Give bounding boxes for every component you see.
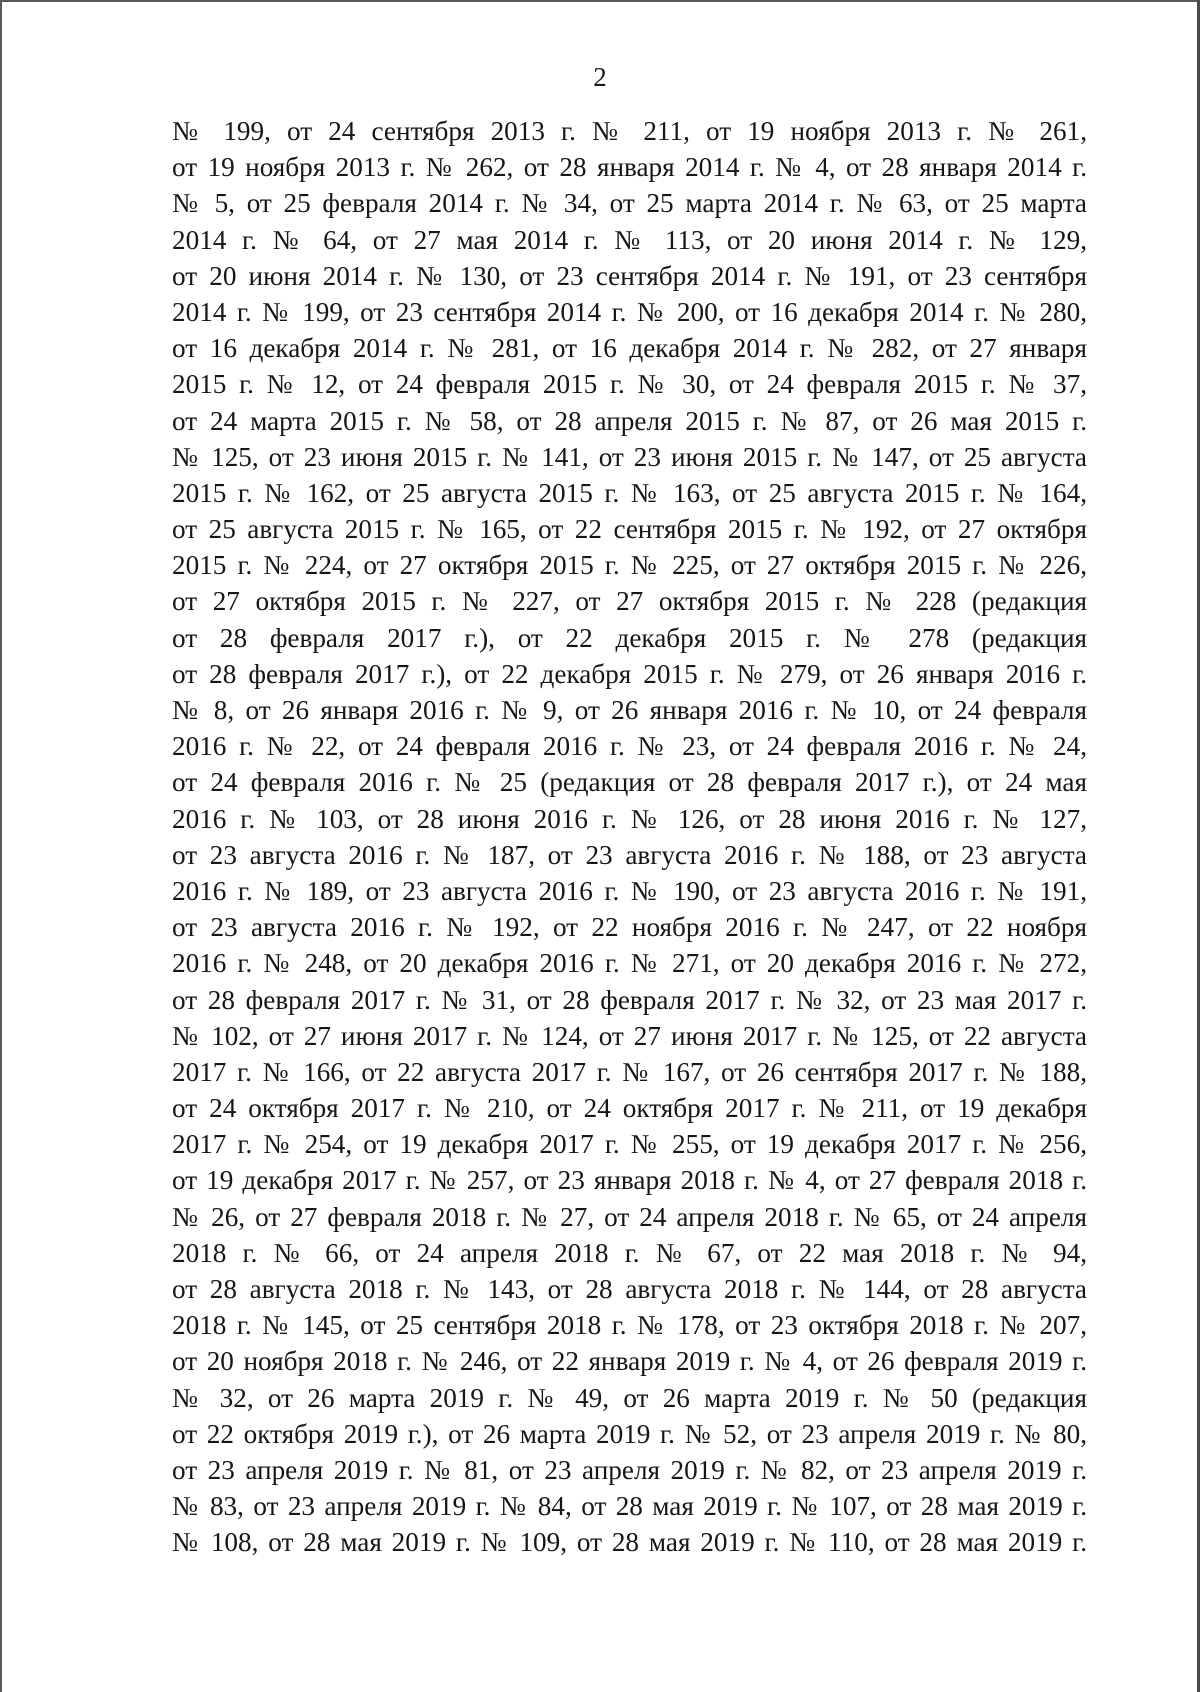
text-line: от 28 августа 2018 г. № 143, от 28 августа 2018 г. № 144, от 28 августа — [172, 1274, 1087, 1304]
text-line: от 23 апреля 2019 г. № 81, от 23 апреля 2019 г. № 82, от 23 апреля 2019 г. — [172, 1454, 1087, 1485]
text-line: 2016 г. № 22, от 24 февраля 2016 г. № 23, от 24 февраля 2016 г. № 24, — [172, 731, 1087, 762]
text-line: от 25 августа 2015 г. № 165, от 22 сентября 2015 г. № 192, от 27 октября — [172, 514, 1087, 545]
text-line: от 28 февраля 2017 г.), от 22 декабря 2015 г. № 278 (редакция — [172, 622, 1087, 653]
text-line: № 83, от 23 апреля 2019 г. № 84, от 28 мая 2019 г. № 107, от 28 мая 2019 г. — [172, 1491, 1087, 1522]
text-line: 2014 г. № 199, от 23 сентября 2014 г. № 200, от 16 декабря 2014 г. № 280, — [172, 296, 1087, 327]
text-line: 2016 г. № 103, от 28 июня 2016 г. № 126, от 28 июня 2016 г. № 127, — [172, 803, 1087, 834]
body-text — [172, 113, 1087, 1561]
text-line: от 19 декабря 2017 г. № 257, от 23 января 2018 г. № 4, от 27 февраля 2018 г. — [172, 1165, 1087, 1196]
text-line: 2014 г. № 64, от 27 мая 2014 г. № 113, от 20 июня 2014 г. № 129, — [172, 224, 1087, 255]
text-line: от 27 октября 2015 г. № 227, от 27 октября 2015 г. № 228 (редакция — [172, 586, 1087, 617]
text-line: от 24 февраля 2016 г. № 25 (редакция от 28 февраля 2017 г.), от 24 мая — [172, 767, 1087, 798]
text-line: 2016 г. № 189, от 23 августа 2016 г. № 190, от 23 августа 2016 г. № 191, — [172, 875, 1087, 906]
text-line: № 199, от 24 сентября 2013 г. № 211, от 19 ноября 2013 г. № 261, — [172, 116, 1087, 146]
scan-edge-left — [0, 0, 2, 1692]
text-line: 2018 г. № 145, от 25 сентября 2018 г. № 178, от 23 октября 2018 г. № 207, — [172, 1310, 1087, 1341]
text-line: 2018 г. № 66, от 24 апреля 2018 г. № 67, от 22 мая 2018 г. № 94, — [172, 1237, 1087, 1268]
text-line: 2016 г. № 248, от 20 декабря 2016 г. № 271, от 20 декабря 2016 г. № 272, — [172, 948, 1087, 979]
text-line: 2015 г. № 162, от 25 августа 2015 г. № 163, от 25 августа 2015 г. № 164, — [172, 477, 1087, 508]
text-line: № 5, от 25 февраля 2014 г. № 34, от 25 марта 2014 г. № 63, от 25 марта — [172, 188, 1087, 219]
page-number: 2 — [593, 62, 607, 92]
text-line: от 28 февраля 2017 г.), от 22 декабря 2015 г. № 279, от 26 января 2016 г. — [172, 658, 1087, 689]
text-line: от 23 августа 2016 г. № 192, от 22 ноября 2016 г. № 247, от 22 ноября — [172, 912, 1087, 943]
text-line: от 22 октября 2019 г.), от 26 марта 2019 г. № 52, от 23 апреля 2019 г. № 80, — [172, 1418, 1087, 1449]
text-line: № 32, от 26 марта 2019 г. № 49, от 26 марта 2019 г. № 50 (редакция — [172, 1382, 1087, 1413]
text-line: от 19 ноября 2013 г. № 262, от 28 января 2014 г. № 4, от 28 января 2014 г. — [172, 152, 1087, 183]
text-line: № 108, от 28 мая 2019 г. № 109, от 28 мая 2019 г. № 110, от 28 мая 2019 г. — [172, 1527, 1087, 1558]
text-line: от 24 марта 2015 г. № 58, от 28 апреля 2015 г. № 87, от 26 мая 2015 г. — [172, 405, 1087, 436]
text-line: 2015 г. № 224, от 27 октября 2015 г. № 225, от 27 октября 2015 г. № 226, — [172, 550, 1087, 581]
text-line: № 125, от 23 июня 2015 г. № 141, от 23 июня 2015 г. № 147, от 25 августа — [172, 441, 1087, 472]
text-line: от 24 октября 2017 г. № 210, от 24 октября 2017 г. № 211, от 19 декабря — [172, 1093, 1087, 1124]
text-line: от 23 августа 2016 г. № 187, от 23 августа 2016 г. № 188, от 23 августа — [172, 839, 1087, 870]
text-line: от 16 декабря 2014 г. № 281, от 16 декабря 2014 г. № 282, от 27 января — [172, 333, 1087, 364]
text-line: № 8, от 26 января 2016 г. № 9, от 26 января 2016 г. № 10, от 24 февраля — [172, 695, 1087, 725]
text-line: от 20 ноября 2018 г. № 246, от 22 января 2019 г. № 4, от 26 февраля 2019 г. — [172, 1346, 1087, 1377]
text-line: № 26, от 27 февраля 2018 г. № 27, от 24 апреля 2018 г. № 65, от 24 апреля — [172, 1201, 1087, 1232]
text-line: 2017 г. № 166, от 22 августа 2017 г. № 167, от 26 сентября 2017 г. № 188, — [172, 1056, 1087, 1087]
text-line: 2015 г. № 12, от 24 февраля 2015 г. № 30, от 24 февраля 2015 г. № 37, — [172, 369, 1087, 400]
text-line: 2017 г. № 254, от 19 декабря 2017 г. № 255, от 19 декабря 2017 г. № 256, — [172, 1129, 1087, 1160]
text-line: от 20 июня 2014 г. № 130, от 23 сентября 2014 г. № 191, от 23 сентября — [172, 260, 1087, 291]
scan-edge-top — [0, 0, 1200, 2]
text-line: № 102, от 27 июня 2017 г. № 124, от 27 июня 2017 г. № 125, от 22 августа — [172, 1020, 1087, 1051]
text-line: от 28 февраля 2017 г. № 31, от 28 февраля 2017 г. № 32, от 23 мая 2017 г. — [172, 984, 1087, 1015]
